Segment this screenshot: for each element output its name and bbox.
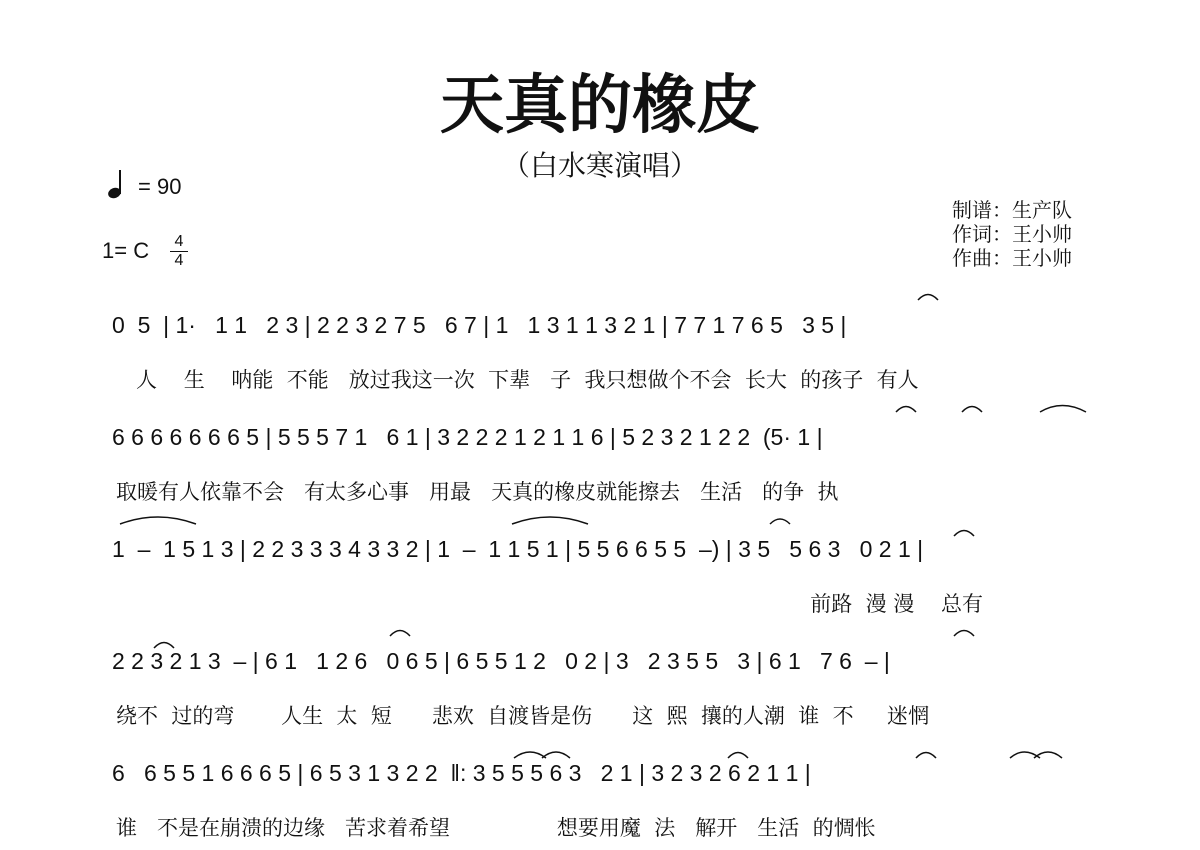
key-signature: 1= C <box>102 238 150 263</box>
song-subtitle: （白水寒演唱） <box>501 149 698 182</box>
credit-lyricist: 作词：王小帅 <box>952 222 1072 246</box>
lyric-line: 取暖有人依靠不会 有太多心事 用最 天真的橡皮就能擦去 生活 的争 执 <box>116 480 839 504</box>
notation-line: 2 2 3 2 1 3 – | 6 1 1 2 6 0 6 5 | 6 5 5 1 2 0 2 | 3 2 3 5 5 3 | 6 1 7 6 – | <box>112 648 890 674</box>
time-signature-bottom: 4 <box>174 252 184 269</box>
tempo-value: = 90 <box>138 174 182 199</box>
song-title: 天真的橡皮 <box>440 69 760 143</box>
lyric-line: 谁 不是在崩溃的边缘 苦求着希望 想要用魔 法 解开 生活 的惆怅 <box>116 816 876 840</box>
credit-composer: 作曲：王小帅 <box>952 246 1072 270</box>
time-signature-top: 4 <box>174 233 184 250</box>
lyric-line: 人 生 呐能 不能 放过我这一次 下辈 子 我只想做个不会 长大 的孩子 有人 <box>116 368 919 392</box>
notation-line: 6 6 5 5 1 6 6 6 5 | 6 5 3 1 3 2 2 ‖: 3 5 5 5 6 3 2 1 | 3 2 3 2 6 2 1 1 | <box>112 760 811 786</box>
credit-arranger: 制谱：生产队 <box>952 198 1072 222</box>
notation-line: 6 6 6 6 6 6 6 5 | 5 5 5 7 1 6 1 | 3 2 2 2 1 2 1 1 6 | 5 2 3 2 1 2 2 (5· 1 | <box>112 424 823 450</box>
lyric-line: 前路 漫 漫 总有 <box>116 592 983 616</box>
notation-line: 0 5 | 1· 1 1 2 3 | 2 2 3 2 7 5 6 7 | 1 1 3 1 1 3 2 1 | 7 7 1 7 6 5 3 5 | <box>112 312 847 338</box>
notation-line: 1 – 1 5 1 3 | 2 2 3 3 3 4 3 3 2 | 1 – 1 1 5 1 | 5 5 6 6 5 5 –) | 3 5 5 6 3 0 2 1 | <box>112 536 924 562</box>
lyric-line: 绕不 过的弯 人生 太 短 悲欢 自渡皆是伤 这 熙 攘的人潮 谁 不 迷惘 <box>116 704 930 728</box>
